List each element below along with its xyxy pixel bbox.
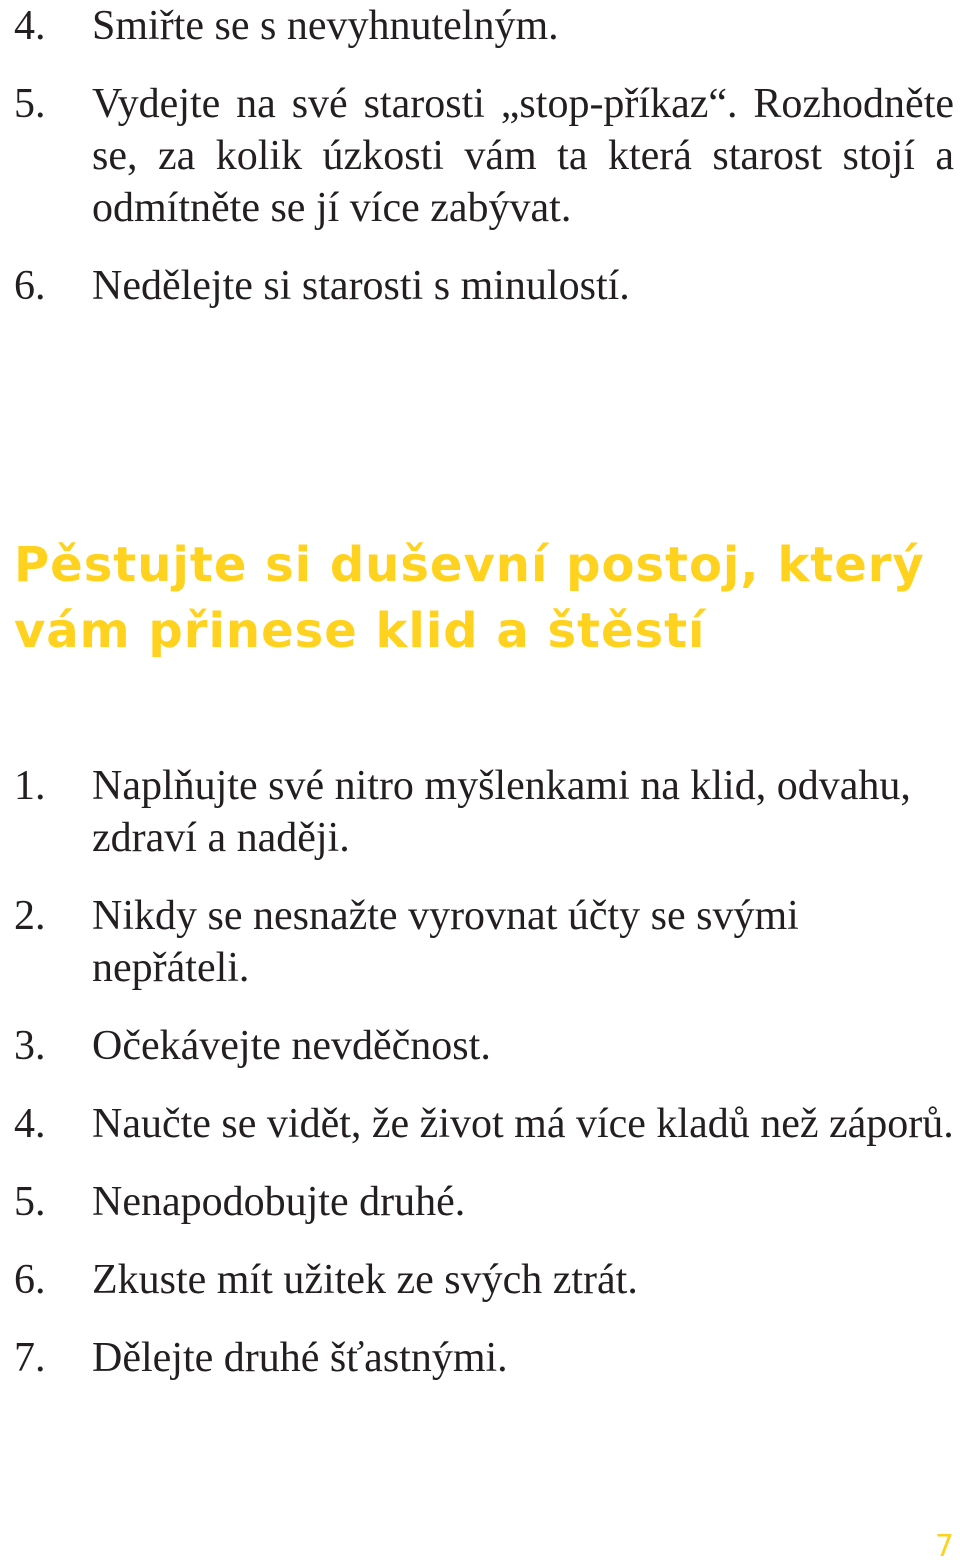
list-item-text: Naučte se vidět, že život má více kladů než záporů.	[92, 1101, 954, 1147]
list-item-text: Nenapodobujte druhé.	[92, 1179, 466, 1225]
numbered-list-top	[0, 0, 960, 312]
list-item-number: 5.	[14, 81, 46, 127]
list-item-text: Nedělejte si starosti s minulostí.	[92, 263, 630, 309]
list-item-number: 7.	[14, 1335, 46, 1381]
list-item	[0, 1098, 960, 1150]
list-item	[0, 760, 960, 864]
list-item	[0, 890, 960, 994]
list-item-number: 5.	[14, 1179, 46, 1225]
list-item-number: 4.	[14, 1101, 46, 1147]
list-item	[0, 260, 960, 312]
list-item-text: Smiřte se s nevyhnutelným.	[92, 3, 559, 49]
list-item-number: 4.	[14, 3, 46, 49]
page-number: 7	[934, 1529, 954, 1564]
section-heading: Pěstujte si duševní postoj, který vám přinese klid a štěstí	[14, 537, 925, 659]
list-item-text: Vydejte na své starosti „stop-příkaz“. Rozhodněte se, za kolik úzkosti vám ta která starost stojí a odmítněte se jí více zabývat.	[92, 81, 954, 231]
list-item	[0, 1254, 960, 1306]
list-item-text: Zkuste mít užitek ze svých ztrát.	[92, 1257, 638, 1303]
list-item-number: 6.	[14, 1257, 46, 1303]
list-item	[0, 1332, 960, 1384]
list-item-number: 1.	[14, 763, 46, 809]
list-item	[0, 0, 960, 52]
list-item	[0, 1176, 960, 1228]
list-item-text: Nikdy se nesnažte vyrovnat účty se svými nepřáteli.	[92, 893, 799, 991]
list-item-number: 2.	[14, 893, 46, 939]
numbered-list-bottom	[0, 760, 960, 1410]
list-item	[0, 78, 960, 234]
list-item-text: Naplňujte své nitro myšlenkami na klid, odvahu, zdraví a naději.	[92, 763, 911, 861]
list-item-text: Očekávejte nevděčnost.	[92, 1023, 491, 1069]
list-item-number: 3.	[14, 1023, 46, 1069]
list-item-number: 6.	[14, 263, 46, 309]
list-item-text: Dělejte druhé šťastnými.	[92, 1335, 508, 1381]
list-item	[0, 1020, 960, 1072]
